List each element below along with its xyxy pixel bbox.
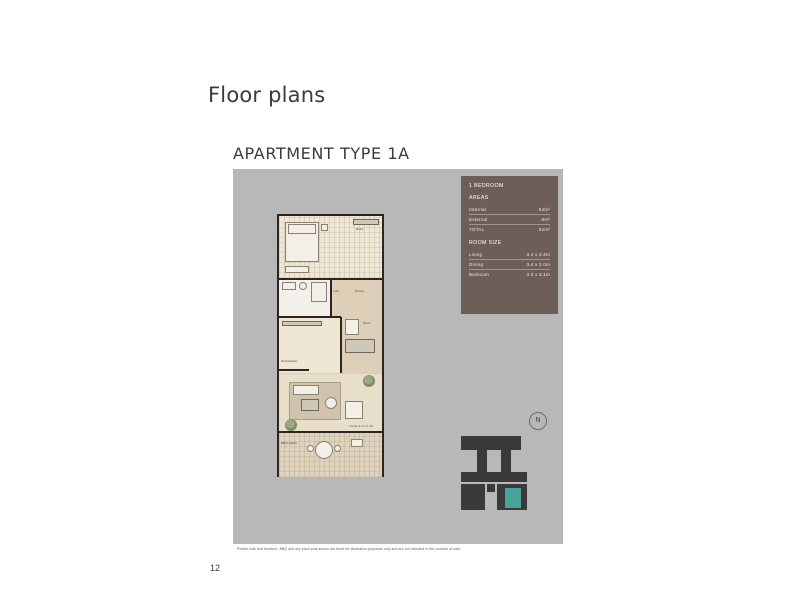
furniture-sofa <box>293 385 319 395</box>
keyplan-block-7 <box>487 484 495 492</box>
room-label-living: Living 3.4 x 2.4m <box>349 424 374 428</box>
fixture-vanity <box>282 282 296 290</box>
fixture-toilet <box>299 282 307 290</box>
info-panel <box>461 176 558 314</box>
area-label-internal: Internal <box>469 207 486 212</box>
floor-plan-canvas <box>233 169 563 544</box>
roomsize-row-living <box>469 250 550 260</box>
keyplan-block-2 <box>477 450 487 472</box>
info-panel-areas-heading: AREAS <box>469 195 489 201</box>
area-row-external <box>469 215 550 225</box>
furniture-dining-table <box>345 401 363 419</box>
page-title: Floor plans <box>208 83 326 107</box>
wall-kitchen-top <box>279 316 341 318</box>
area-value-internal: 54m² <box>538 207 550 212</box>
furniture-desk <box>285 266 309 273</box>
wall-kitchen-side <box>340 317 342 373</box>
furniture-armchair <box>325 397 337 409</box>
wall-bath-divider <box>330 279 332 317</box>
kitchen-island <box>345 339 375 353</box>
room-label-dishwasher: Dishwasher <box>281 359 298 363</box>
balcony-chair-left <box>307 445 314 452</box>
roomsize-value-living: 3.4 x 2.4m <box>526 252 550 257</box>
room-label-store: Store <box>363 321 371 325</box>
room-label-ldry: Ldry <box>333 289 340 293</box>
roomsize-value-bedroom: 3.0 x 3.1m <box>526 272 550 277</box>
area-label-external: External <box>469 217 488 222</box>
fixture-shower <box>311 282 327 302</box>
roomsize-label-dining: Dining <box>469 262 484 267</box>
plant-pot-living <box>363 375 375 387</box>
furniture-nightstand <box>321 224 328 231</box>
furniture-coffee-table <box>301 399 319 411</box>
info-panel-type: 1 BEDROOM <box>469 183 504 189</box>
balcony-chair-right <box>334 445 341 452</box>
keyplan-block-1 <box>461 436 521 450</box>
wall-balcony-divider <box>279 431 382 433</box>
keyplan-block-3 <box>501 450 511 472</box>
balcony-table <box>315 441 333 459</box>
kitchen-bench <box>282 321 322 326</box>
room-label-pantry: Pantry <box>355 289 365 293</box>
roomsize-value-dining: 3.4 x 2.0m <box>526 262 550 267</box>
info-panel-roomsize-heading: ROOM SIZE <box>469 240 502 246</box>
wall-store-bottom <box>279 369 309 371</box>
room-label-bbq: BBQ Hatch <box>281 441 297 445</box>
area-row-total <box>469 225 550 234</box>
roomsize-label-bedroom: Bedroom <box>469 272 490 277</box>
keyplan-block-4 <box>461 472 527 482</box>
furniture-pillows <box>288 224 316 234</box>
key-plan <box>461 434 557 522</box>
disclaimer-text: Please note that furniture, BBQ and any plant pots shown are there for illustrative purposes only and are not included in the contract of sale. <box>237 547 461 551</box>
kitchen-fridge <box>345 319 359 335</box>
keyplan-highlight-unit <box>505 488 521 508</box>
keyplan-block-5 <box>461 484 485 510</box>
area-value-external: 8m² <box>541 217 550 222</box>
furniture-wardrobe <box>353 219 379 225</box>
roomsize-row-bedroom <box>469 270 550 279</box>
balcony-bbq <box>351 439 363 447</box>
area-label-total: TOTAL <box>469 227 485 232</box>
north-indicator-icon: N <box>529 412 547 430</box>
page-number: 12 <box>210 563 221 573</box>
area-row-internal <box>469 205 550 215</box>
apartment-type-heading: APARTMENT TYPE 1A <box>233 144 410 163</box>
roomsize-row-dining <box>469 260 550 270</box>
roomsize-label-living: Living <box>469 252 483 257</box>
plant-pot-corner <box>285 419 297 431</box>
room-label-robe: Robe <box>356 227 364 231</box>
area-value-total: 62m² <box>538 227 550 232</box>
